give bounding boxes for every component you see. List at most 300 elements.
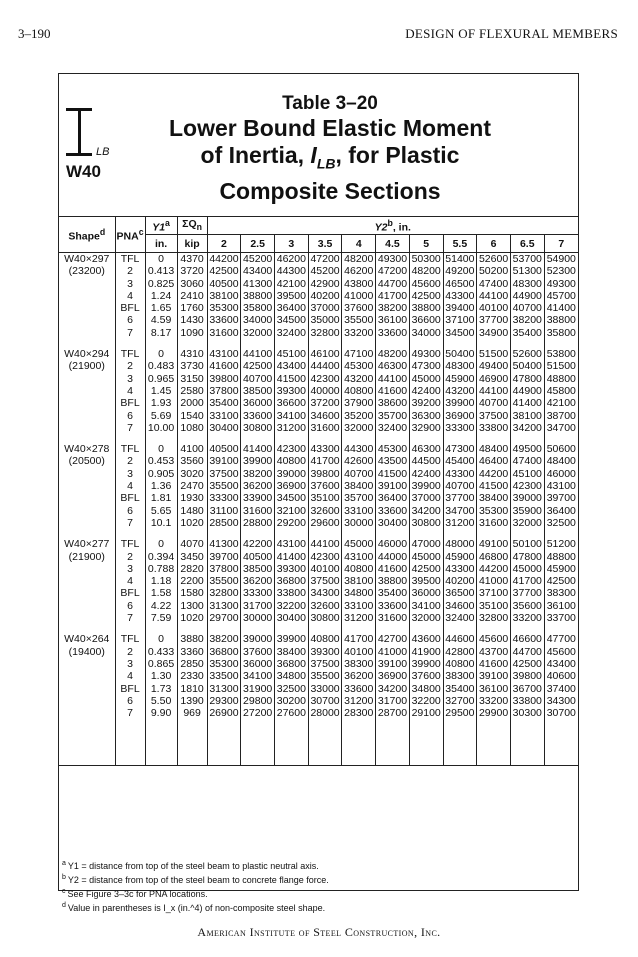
table-row bbox=[59, 360, 578, 372]
ilb-cell: 29100 bbox=[409, 707, 443, 719]
y1-cell: 1.36 bbox=[145, 480, 177, 492]
ilb-cell: 40800 bbox=[443, 658, 477, 670]
shape-cell bbox=[59, 517, 115, 529]
page-number: 3–190 bbox=[18, 26, 51, 41]
sumqn-cell: 3880 bbox=[177, 633, 207, 645]
table-filler bbox=[59, 719, 578, 766]
table-row bbox=[59, 302, 578, 314]
shape-cell bbox=[59, 290, 115, 302]
ilb-cell: 42100 bbox=[275, 278, 309, 290]
ilb-cell: 37000 bbox=[308, 302, 342, 314]
ilb-cell: 48200 bbox=[376, 348, 410, 360]
ilb-cell: 45600 bbox=[544, 646, 578, 658]
ilb-cell: 39200 bbox=[409, 397, 443, 409]
pna-cell: 7 bbox=[115, 612, 145, 624]
ilb-cell: 44100 bbox=[477, 385, 511, 397]
ilb-cell: 31200 bbox=[342, 695, 376, 707]
pna-cell: 7 bbox=[115, 517, 145, 529]
sumqn-cell: 1020 bbox=[177, 612, 207, 624]
col-header-y2-6: 5 bbox=[409, 235, 443, 253]
col-header-shape: Shape$^d$ bbox=[59, 217, 115, 253]
ilb-cell: 38200 bbox=[510, 314, 544, 326]
ilb-cell: 47000 bbox=[409, 538, 443, 550]
table-row bbox=[59, 443, 578, 455]
col-header-sumqn: $\Sigma Q_n$ bbox=[177, 217, 207, 235]
ilb-cell: 48800 bbox=[544, 551, 578, 563]
ilb-cell: 51200 bbox=[544, 538, 578, 550]
ilb-cell: 41500 bbox=[477, 480, 511, 492]
ilb-cell: 43800 bbox=[342, 278, 376, 290]
table-row bbox=[59, 492, 578, 504]
ilb-cell: 39300 bbox=[308, 646, 342, 658]
ilb-cell: 35500 bbox=[207, 480, 241, 492]
pna-cell: 6 bbox=[115, 314, 145, 326]
ilb-cell: 32000 bbox=[241, 327, 275, 339]
ilb-cell: 28800 bbox=[241, 517, 275, 529]
ilb-cell: 46200 bbox=[342, 265, 376, 277]
ilb-cell: 48400 bbox=[544, 455, 578, 467]
ilb-cell: 34000 bbox=[409, 327, 443, 339]
ilb-cell: 35300 bbox=[477, 505, 511, 517]
ilb-cell: 44200 bbox=[477, 468, 511, 480]
ilb-cell: 37600 bbox=[342, 302, 376, 314]
pna-cell: 2 bbox=[115, 360, 145, 372]
ilb-cell: 28500 bbox=[207, 517, 241, 529]
ilb-cell: 37800 bbox=[207, 385, 241, 397]
ilb-cell: 31300 bbox=[207, 683, 241, 695]
ilb-cell: 34300 bbox=[308, 587, 342, 599]
pna-cell: 3 bbox=[115, 658, 145, 670]
ilb-cell: 44200 bbox=[207, 253, 241, 266]
ilb-cell: 33200 bbox=[342, 327, 376, 339]
shape-cell bbox=[59, 373, 115, 385]
ilb-cell: 43400 bbox=[241, 265, 275, 277]
ilb-cell: 34700 bbox=[544, 422, 578, 434]
ilb-cell: 27200 bbox=[241, 707, 275, 719]
pna-cell: TFL bbox=[115, 443, 145, 455]
y1-cell: 0 bbox=[145, 253, 177, 266]
ilb-cell: 30800 bbox=[308, 612, 342, 624]
ilb-cell: 32100 bbox=[275, 505, 309, 517]
table-title bbox=[110, 93, 550, 205]
col-header-y2-10: 7 bbox=[544, 235, 578, 253]
sumqn-cell: 1430 bbox=[177, 314, 207, 326]
table-row bbox=[59, 348, 578, 360]
ilb-cell: 34100 bbox=[275, 410, 309, 422]
ilb-cell: 31100 bbox=[207, 505, 241, 517]
sumqn-cell: 4070 bbox=[177, 538, 207, 550]
ilb-cell: 34500 bbox=[275, 492, 309, 504]
table-row bbox=[59, 551, 578, 563]
ilb-cell: 37500 bbox=[477, 410, 511, 422]
ilb-cell: 37100 bbox=[443, 314, 477, 326]
ilb-cell: 26900 bbox=[207, 707, 241, 719]
ilb-cell: 51500 bbox=[477, 348, 511, 360]
ilb-cell: 42300 bbox=[510, 480, 544, 492]
ilb-cell: 35200 bbox=[342, 410, 376, 422]
sumqn-cell: 2580 bbox=[177, 385, 207, 397]
y1-cell: 10.1 bbox=[145, 517, 177, 529]
y1-cell: 0.965 bbox=[145, 373, 177, 385]
ilb-cell: 29300 bbox=[207, 695, 241, 707]
table-row bbox=[59, 422, 578, 434]
sumqn-cell: 2470 bbox=[177, 480, 207, 492]
shape-cell bbox=[59, 480, 115, 492]
ilb-cell: 39900 bbox=[275, 633, 309, 645]
ilb-cell: 32900 bbox=[409, 422, 443, 434]
ilb-cell: 30200 bbox=[275, 695, 309, 707]
table-row bbox=[59, 658, 578, 670]
ilb-cell: 39500 bbox=[409, 575, 443, 587]
ilb-cell: 41700 bbox=[308, 455, 342, 467]
ilb-cell: 50200 bbox=[477, 265, 511, 277]
ilb-cell: 43300 bbox=[308, 443, 342, 455]
ilb-cell: 45600 bbox=[409, 278, 443, 290]
ilb-cell: 40200 bbox=[308, 290, 342, 302]
ilb-cell: 32800 bbox=[477, 612, 511, 624]
sumqn-cell: 3150 bbox=[177, 373, 207, 385]
ilb-cell: 34200 bbox=[409, 505, 443, 517]
ilb-cell: 41400 bbox=[241, 443, 275, 455]
shape-cell bbox=[59, 327, 115, 339]
ilb-cell: 50400 bbox=[443, 348, 477, 360]
ilb-cell: 40100 bbox=[477, 302, 511, 314]
ilb-cell: 33100 bbox=[342, 505, 376, 517]
sumqn-cell: 1390 bbox=[177, 695, 207, 707]
ilb-cell: 31700 bbox=[376, 695, 410, 707]
ilb-cell: 35500 bbox=[207, 575, 241, 587]
ilb-cell: 35500 bbox=[308, 670, 342, 682]
col-header-y2-5: 4.5 bbox=[376, 235, 410, 253]
ilb-cell: 44600 bbox=[443, 633, 477, 645]
ilb-cell: 39700 bbox=[207, 551, 241, 563]
ilb-cell: 31600 bbox=[207, 327, 241, 339]
ilb-cell: 47700 bbox=[544, 633, 578, 645]
ilb-cell: 45800 bbox=[544, 385, 578, 397]
i-beam-icon bbox=[66, 108, 92, 156]
ilb-cell: 44100 bbox=[376, 373, 410, 385]
ilb-cell: 39100 bbox=[376, 480, 410, 492]
ilb-cell: 49300 bbox=[409, 348, 443, 360]
table-row bbox=[59, 480, 578, 492]
ilb-cell: 44000 bbox=[376, 551, 410, 563]
ilb-cell: 43300 bbox=[443, 290, 477, 302]
ilb-cell: 35800 bbox=[241, 302, 275, 314]
y1-cell: 1.65 bbox=[145, 302, 177, 314]
ilb-cell: 31600 bbox=[308, 422, 342, 434]
ilb-cell: 37800 bbox=[207, 563, 241, 575]
ilb-cell: 40500 bbox=[241, 551, 275, 563]
ilb-cell: 28000 bbox=[308, 707, 342, 719]
y1-cell: 5.50 bbox=[145, 695, 177, 707]
y1-cell: 0.825 bbox=[145, 278, 177, 290]
ilb-cell: 35500 bbox=[342, 314, 376, 326]
ilb-cell: 32000 bbox=[342, 422, 376, 434]
table-row bbox=[59, 455, 578, 467]
shape-cell bbox=[59, 575, 115, 587]
table-row bbox=[59, 612, 578, 624]
ilb-cell: 36800 bbox=[207, 646, 241, 658]
ilb-cell: 32700 bbox=[443, 695, 477, 707]
y1-cell: 0 bbox=[145, 443, 177, 455]
ilb-cell: 40800 bbox=[342, 563, 376, 575]
ilb-cell: 42500 bbox=[241, 360, 275, 372]
ilb-cell: 50100 bbox=[510, 538, 544, 550]
ilb-cell: 30700 bbox=[308, 695, 342, 707]
ilb-cell: 37900 bbox=[342, 397, 376, 409]
ilb-cell: 30800 bbox=[241, 422, 275, 434]
ilb-cell: 38400 bbox=[342, 480, 376, 492]
ilb-cell: 41600 bbox=[376, 385, 410, 397]
y1-cell: 5.65 bbox=[145, 505, 177, 517]
pna-cell: 6 bbox=[115, 505, 145, 517]
ilb-cell: 39000 bbox=[275, 468, 309, 480]
shape-cell bbox=[59, 707, 115, 719]
ilb-cell: 30000 bbox=[342, 517, 376, 529]
shape-ix: (19400) bbox=[68, 645, 105, 658]
ilb-cell: 34200 bbox=[510, 422, 544, 434]
ilb-cell: 37100 bbox=[477, 587, 511, 599]
ilb-cell: 35700 bbox=[376, 410, 410, 422]
group-spacer bbox=[59, 624, 578, 633]
pna-cell: BFL bbox=[115, 587, 145, 599]
ilb-cell: 45000 bbox=[342, 538, 376, 550]
sumqn-cell: 1020 bbox=[177, 517, 207, 529]
ilb-cell: 41700 bbox=[510, 575, 544, 587]
ilb-cell: 36700 bbox=[510, 683, 544, 695]
ilb-cell: 39100 bbox=[477, 670, 511, 682]
ilb-cell: 30800 bbox=[409, 517, 443, 529]
y1-cell: 1.93 bbox=[145, 397, 177, 409]
ilb-cell: 34100 bbox=[241, 670, 275, 682]
sumqn-cell: 1090 bbox=[177, 327, 207, 339]
ilb-cell: 27600 bbox=[275, 707, 309, 719]
ilb-cell: 35700 bbox=[342, 492, 376, 504]
ilb-cell: 30000 bbox=[241, 612, 275, 624]
ilb-cell: 34500 bbox=[443, 327, 477, 339]
sumqn-cell: 4310 bbox=[177, 348, 207, 360]
sumqn-cell: 3450 bbox=[177, 551, 207, 563]
ilb-cell: 42500 bbox=[409, 290, 443, 302]
sumqn-cell: 1760 bbox=[177, 302, 207, 314]
table-row bbox=[59, 397, 578, 409]
logo-shape: W40 bbox=[66, 162, 101, 181]
ilb-cell: 40700 bbox=[241, 373, 275, 385]
ilb-cell: 35100 bbox=[477, 600, 511, 612]
sumqn-cell: 4100 bbox=[177, 443, 207, 455]
unit-y1: in. bbox=[145, 235, 177, 253]
ilb-cell: 35800 bbox=[544, 327, 578, 339]
shape-cell bbox=[59, 492, 115, 504]
ilb-cell: 38400 bbox=[477, 492, 511, 504]
table-row bbox=[59, 385, 578, 397]
col-header-y1: Y1$^a$ bbox=[145, 217, 177, 235]
ilb-cell: 48300 bbox=[443, 360, 477, 372]
ilb-cell: 42300 bbox=[308, 551, 342, 563]
logo-subscript: LB bbox=[96, 146, 110, 158]
ilb-cell: 32500 bbox=[275, 683, 309, 695]
ilb-cell: 49200 bbox=[443, 265, 477, 277]
ilb-cell: 35300 bbox=[207, 658, 241, 670]
table-row bbox=[59, 707, 578, 719]
ilb-cell: 33200 bbox=[477, 695, 511, 707]
ilb-cell: 41700 bbox=[376, 290, 410, 302]
ilb-cell: 37500 bbox=[308, 575, 342, 587]
ilb-cell: 38100 bbox=[510, 410, 544, 422]
ilb-cell: 36900 bbox=[275, 480, 309, 492]
ilb-cell: 38400 bbox=[275, 646, 309, 658]
table-row bbox=[59, 683, 578, 695]
ilb-cell: 38500 bbox=[241, 385, 275, 397]
ilb-cell: 41400 bbox=[510, 397, 544, 409]
pna-cell: 7 bbox=[115, 707, 145, 719]
col-header-y2-2: 3 bbox=[275, 235, 309, 253]
ilb-cell: 37600 bbox=[308, 480, 342, 492]
shape-cell bbox=[59, 587, 115, 599]
table-row bbox=[59, 563, 578, 575]
ilb-cell: 51300 bbox=[510, 265, 544, 277]
ilb-cell: 39300 bbox=[275, 385, 309, 397]
ilb-cell: 50600 bbox=[544, 443, 578, 455]
ilb-cell: 31900 bbox=[241, 683, 275, 695]
ilb-cell: 36600 bbox=[409, 314, 443, 326]
shape-name: W40×277 bbox=[64, 538, 110, 551]
ilb-cell: 39800 bbox=[308, 468, 342, 480]
col-header-y2: Y2$^b$, in. bbox=[207, 217, 578, 235]
y1-cell: 10.00 bbox=[145, 422, 177, 434]
ilb-cell: 49100 bbox=[477, 538, 511, 550]
ilb-cell: 45000 bbox=[510, 563, 544, 575]
ilb-cell: 40700 bbox=[342, 468, 376, 480]
ilb-cell: 48000 bbox=[443, 538, 477, 550]
ilb-cell: 45900 bbox=[544, 563, 578, 575]
table-row bbox=[59, 600, 578, 612]
ilb-cell: 45700 bbox=[544, 290, 578, 302]
ilb-cell: 39000 bbox=[241, 633, 275, 645]
sumqn-cell: 3020 bbox=[177, 468, 207, 480]
ilb-cell: 36600 bbox=[275, 397, 309, 409]
y1-cell: 8.17 bbox=[145, 327, 177, 339]
ilb-cell: 34200 bbox=[376, 683, 410, 695]
table-number: Table 3–20 bbox=[282, 93, 378, 114]
ilb-cell: 46400 bbox=[477, 455, 511, 467]
col-header-y2-9: 6.5 bbox=[510, 235, 544, 253]
ilb-cell: 41500 bbox=[376, 468, 410, 480]
ilb-cell: 41900 bbox=[409, 646, 443, 658]
footnote-b: $^b$ Y2 = distance from top of the steel beam to concrete flange force. bbox=[62, 874, 329, 885]
ilb-cell: 42600 bbox=[342, 455, 376, 467]
ilb-cell: 32600 bbox=[308, 505, 342, 517]
ilb-cell: 31200 bbox=[443, 517, 477, 529]
ilb-cell: 43200 bbox=[342, 373, 376, 385]
ilb-cell: 36200 bbox=[241, 575, 275, 587]
ilb-cell: 39800 bbox=[207, 373, 241, 385]
ilb-cell: 38200 bbox=[207, 633, 241, 645]
ilb-cell: 46500 bbox=[443, 278, 477, 290]
ilb-cell: 44300 bbox=[342, 443, 376, 455]
ilb-cell: 39000 bbox=[510, 492, 544, 504]
ilb-cell: 40500 bbox=[207, 278, 241, 290]
ilb-cell: 41600 bbox=[207, 360, 241, 372]
sumqn-cell: 2410 bbox=[177, 290, 207, 302]
sumqn-cell: 3560 bbox=[177, 455, 207, 467]
table-row bbox=[59, 695, 578, 707]
table-row bbox=[59, 290, 578, 302]
ilb-cell: 42500 bbox=[544, 575, 578, 587]
ilb-cell: 32400 bbox=[275, 327, 309, 339]
ilb-cell: 31600 bbox=[376, 612, 410, 624]
table-row bbox=[59, 517, 578, 529]
ilb-cell: 45900 bbox=[443, 373, 477, 385]
ilb-cell: 39100 bbox=[376, 658, 410, 670]
ilb-cell: 41000 bbox=[477, 575, 511, 587]
ilb-cell: 45000 bbox=[409, 551, 443, 563]
ilb-cell: 47400 bbox=[510, 455, 544, 467]
y1-cell: 1.24 bbox=[145, 290, 177, 302]
ilb-cell: 33300 bbox=[241, 587, 275, 599]
ilb-cell: 39900 bbox=[443, 397, 477, 409]
ilb-cell: 31300 bbox=[207, 600, 241, 612]
ilb-cell: 33300 bbox=[207, 492, 241, 504]
pna-cell: BFL bbox=[115, 492, 145, 504]
ilb-cell: 33800 bbox=[477, 422, 511, 434]
shape-ix: (21900) bbox=[68, 550, 105, 563]
ilb-cell: 36900 bbox=[443, 410, 477, 422]
ilb-cell: 43100 bbox=[544, 480, 578, 492]
ilb-cell: 46100 bbox=[308, 348, 342, 360]
y1-cell: 1.81 bbox=[145, 492, 177, 504]
ilb-cell: 45900 bbox=[443, 551, 477, 563]
sumqn-cell: 969 bbox=[177, 707, 207, 719]
group-spacer bbox=[59, 529, 578, 538]
ilb-cell: 46000 bbox=[544, 468, 578, 480]
ilb-cell: 33500 bbox=[207, 670, 241, 682]
footnote-a: $^a$ Y1 = distance from top of the steel beam to plastic neutral axis. bbox=[62, 860, 319, 871]
ilb-cell: 44700 bbox=[510, 646, 544, 658]
ilb-cell: 44700 bbox=[376, 278, 410, 290]
ilb-cell: 45400 bbox=[443, 455, 477, 467]
y1-cell: 0.905 bbox=[145, 468, 177, 480]
ilb-cell: 33600 bbox=[376, 327, 410, 339]
sumqn-cell: 1810 bbox=[177, 683, 207, 695]
shape-name: W40×297 bbox=[64, 253, 110, 265]
ilb-cell: 33900 bbox=[241, 492, 275, 504]
table-row bbox=[59, 253, 578, 266]
col-header-y2-7: 5.5 bbox=[443, 235, 477, 253]
ilb-cell: 33600 bbox=[207, 314, 241, 326]
ilb-cell: 50300 bbox=[409, 253, 443, 266]
ilb-cell: 30400 bbox=[275, 612, 309, 624]
ilb-cell: 35900 bbox=[510, 505, 544, 517]
y1-cell: 0.433 bbox=[145, 646, 177, 658]
ilb-cell: 43400 bbox=[544, 658, 578, 670]
ilb-cell: 36200 bbox=[241, 480, 275, 492]
ilb-cell: 41600 bbox=[376, 563, 410, 575]
ilb-cell: 38100 bbox=[342, 575, 376, 587]
ilb-cell: 33100 bbox=[207, 410, 241, 422]
ilb-cell: 34600 bbox=[308, 410, 342, 422]
pna-cell: BFL bbox=[115, 397, 145, 409]
ilb-cell: 47200 bbox=[376, 265, 410, 277]
ilb-cell: 45300 bbox=[342, 360, 376, 372]
ilb-cell: 34800 bbox=[409, 683, 443, 695]
ilb-cell: 42400 bbox=[409, 468, 443, 480]
ilb-cell: 36100 bbox=[477, 683, 511, 695]
ilb-cell: 44500 bbox=[409, 455, 443, 467]
ilb-cell: 32500 bbox=[544, 517, 578, 529]
ilb-cell: 36000 bbox=[409, 587, 443, 599]
ilb-cell: 28300 bbox=[342, 707, 376, 719]
